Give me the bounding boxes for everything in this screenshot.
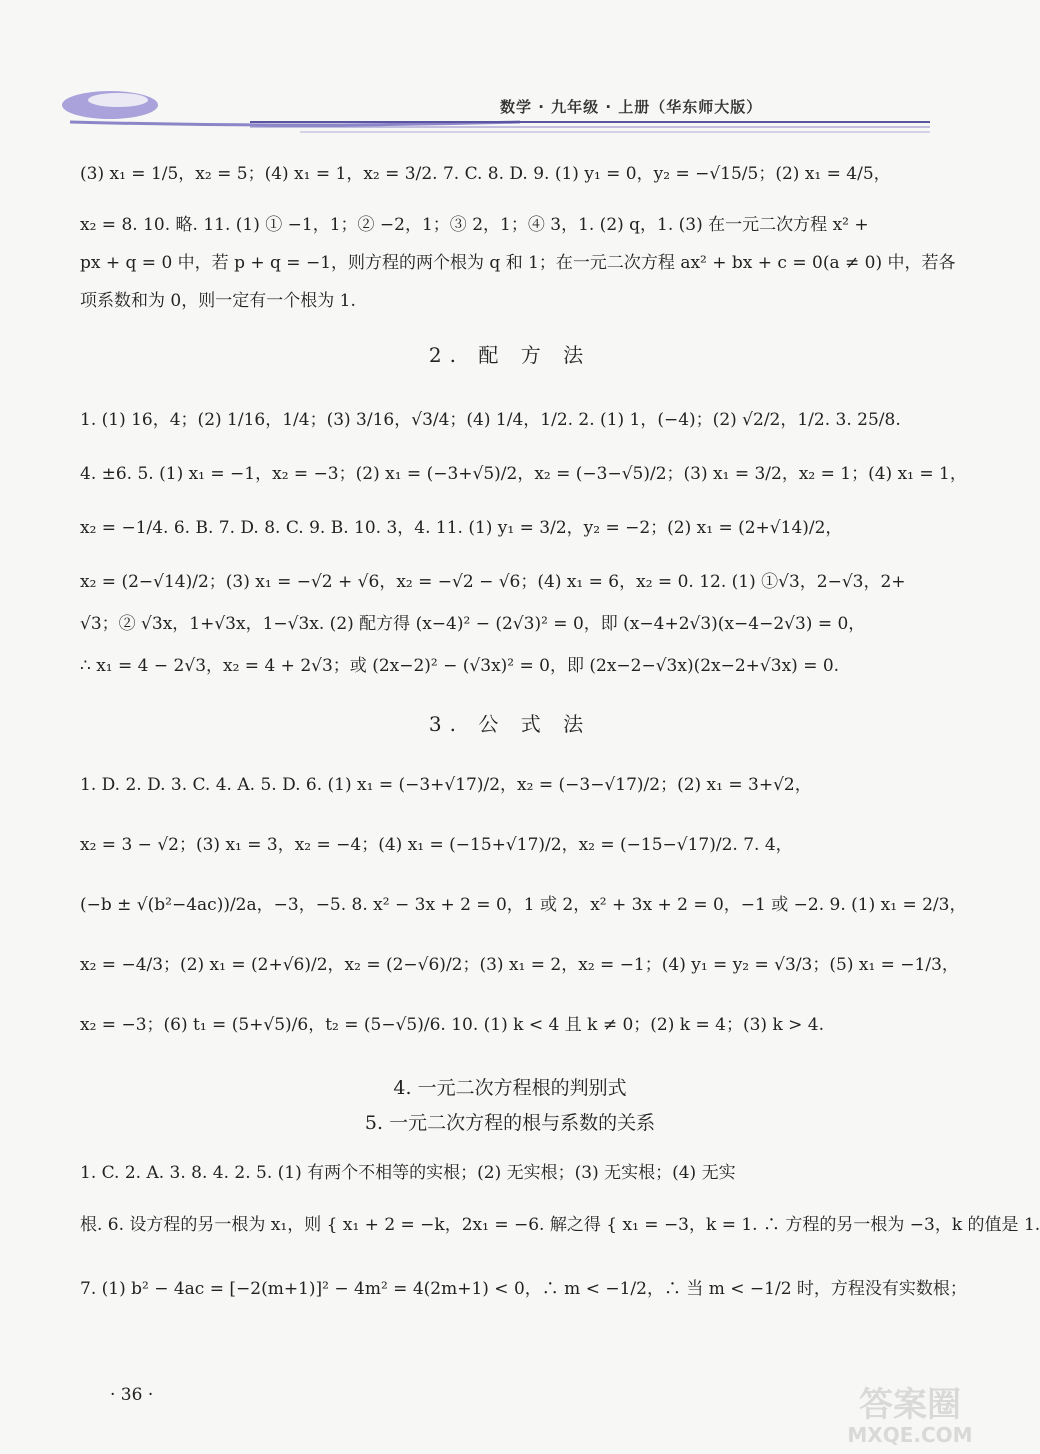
- text-line: x₂ = −4/3；(2) x₁ = (2+√6)/2，x₂ = (2−√6)/2；(3) x₁ = 2，x₂ = −1；(4) y₁ = y₂ = √3/3；(5) x₁ = −1/3，: [80, 955, 959, 975]
- text-line: x₂ = 3 − √2；(3) x₁ = 3，x₂ = −4；(4) x₁ = (−15+√17)/2，x₂ = (−15−√17)/2. 7. 4，: [80, 835, 793, 855]
- page-number: · 36 ·: [110, 1385, 154, 1405]
- text-line: 1. D. 2. D. 3. C. 4. A. 5. D. 6. (1) x₁ = (−3+√17)/2，x₂ = (−3−√17)/2；(2) x₁ = 3+√2，: [80, 775, 812, 795]
- text-line: 根. 6. 设方程的另一根为 x₁，则 { x₁ + 2 = −k，2x₁ = −6. 解之得 { x₁ = −3，k = 1. ∴ 方程的另一根为 −3，k 的值是 1.: [80, 1215, 1040, 1235]
- text-line: x₂ = (2−√14)/2；(3) x₁ = −√2 + √6，x₂ = −√2 − √6；(4) x₁ = 6，x₂ = 0. 12. (1) ①√3，2−√3，2+: [80, 572, 906, 592]
- page-header: [0, 60, 1000, 150]
- text-line: (−b ± √(b²−4ac))/2a，−3，−5. 8. x² − 3x + 2 = 0，1 或 2，x² + 3x + 2 = 0，−1 或 −2. 9. (1) x₁ = 2/3，: [80, 895, 967, 915]
- watermark-text: 答案圈: [859, 1385, 961, 1425]
- text-line: 4. ±6. 5. (1) x₁ = −1，x₂ = −3；(2) x₁ = (−3+√5)/2，x₂ = (−3−√5)/2；(3) x₁ = 3/2，x₂ = 1；(4) x₁ = 1，: [80, 464, 967, 484]
- watermark-url: MXQE.COM: [847, 1423, 973, 1447]
- text-line: 1. C. 2. A. 3. 8. 4. 2. 5. (1) 有两个不相等的实根；(2) 无实根；(3) 无实根；(4) 无实: [80, 1163, 736, 1183]
- text-line: px + q = 0 中，若 p + q = −1，则方程的两个根为 q 和 1；在一元二次方程 ax² + bx + c = 0(a ≠ 0) 中，若各: [80, 253, 956, 273]
- section-title: 3. 公 式 法: [428, 712, 592, 736]
- answer-content: [80, 152, 1040, 1301]
- text-line: (3) x₁ = 1/5，x₂ = 5；(4) x₁ = 1，x₂ = 3/2. 7. C. 8. D. 9. (1) y₁ = 0，y₂ = −√15/5；(2) x₁ = 4/5，: [80, 164, 891, 184]
- text-line: √3；② √3x，1+√3x，1−√3x. (2) 配方得 (x−4)² − (2√3)² = 0，即 (x−4+2√3)(x−4−2√3) = 0，: [80, 614, 866, 634]
- text-line: ∴ x₁ = 4 − 2√3，x₂ = 4 + 2√3；或 (2x−2)² − (√3x)² = 0，即 (2x−2−√3x)(2x−2+√3x) = 0.: [80, 656, 840, 676]
- section-title: 2. 配 方 法: [428, 343, 592, 367]
- section-title: 5. 一元二次方程的根与系数的关系: [364, 1112, 656, 1134]
- text-line: x₂ = −1/4. 6. B. 7. D. 8. C. 9. B. 10. 3，4. 11. (1) y₁ = 3/2，y₂ = −2；(2) x₁ = (2+√14)/2，: [80, 518, 843, 538]
- text-line: x₂ = −3；(6) t₁ = (5+√5)/6，t₂ = (5−√5)/6. 10. (1) k < 4 且 k ≠ 0；(2) k = 4；(3) k > 4.: [80, 1015, 825, 1035]
- text-line: 1. (1) 16，4；(2) 1/16，1/4；(3) 3/16，√3/4；(4) 1/4，1/2. 2. (1) 1，(−4)；(2) √2/2，1/2. 3. 25/8.: [80, 410, 901, 430]
- watermark-logo: [830, 1380, 990, 1450]
- text-line: x₂ = 8. 10. 略. 11. (1) ① −1，1；② −2，1；③ 2，1；④ 3，1. (2) q，1. (3) 在一元二次方程 x² +: [80, 215, 869, 235]
- text-line: 7. (1) b² − 4ac = [−2(m+1)]² − 4m² = 4(2m+1) < 0，∴ m < −1/2，∴ 当 m < −1/2 时，方程没有实数根；: [80, 1279, 967, 1299]
- text-line: 项系数和为 0，则一定有一个根为 1.: [80, 291, 356, 311]
- header-title: 数学 · 九年级 · 上册（华东师大版）: [500, 98, 763, 116]
- section-title: 4. 一元二次方程根的判别式: [393, 1077, 627, 1099]
- watermark-logo-icon: [830, 1380, 990, 1450]
